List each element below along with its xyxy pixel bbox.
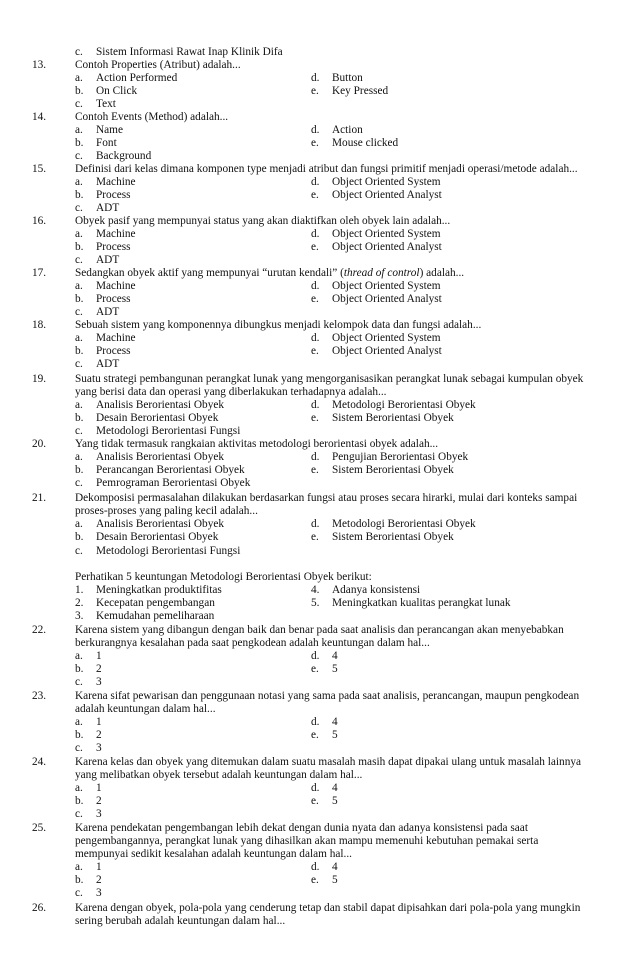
option-c: c. 3	[75, 742, 102, 754]
option-b: b. Process	[75, 189, 131, 201]
option-b: b. 2	[75, 663, 102, 675]
option-a: a. Action Performed	[75, 72, 178, 84]
benefit-item-3: 3. Kemudahan pemeliharaan	[75, 610, 215, 622]
option-a: a. Analisis Berorientasi Obyek	[75, 399, 225, 411]
question-text-line-2: yang berisi data dan operasi yang diberlakukan terhadapnya adalah...	[75, 386, 387, 398]
option-c: c. Text	[75, 98, 116, 110]
option-d: d. Object Oriented System	[311, 280, 441, 292]
option-d: d. 4	[311, 650, 338, 662]
option-a: a. 1	[75, 861, 102, 873]
option-d: d. 4	[311, 782, 338, 794]
question-text-line-2: sering berubah adalah keuntungan dalam hal...	[75, 915, 286, 927]
option-c: c. 3	[75, 676, 102, 688]
question-text-line-3: mempunyai sedikit kesalahan adalah keuntungan dalam hal...	[75, 848, 352, 860]
option-c: c. Metodologi Berorientasi Fungsi	[75, 425, 241, 437]
question-text: Contoh Properties (Atribut) adalah...	[75, 59, 241, 71]
option-e: e. Object Oriented Analyst	[311, 345, 442, 357]
option-a: a. Analisis Berorientasi Obyek	[75, 518, 225, 530]
option-c: c. ADT	[75, 202, 120, 214]
option-c: c. ADT	[75, 254, 120, 266]
option-b: b. 2	[75, 729, 102, 741]
benefit-item-4: 4. Adanya konsistensi	[311, 584, 421, 596]
option-b: b. Desain Berorientasi Obyek	[75, 412, 219, 424]
option-c: c. Background	[75, 150, 152, 162]
option-c: c. 3	[75, 887, 102, 899]
option-c: c. ADT	[75, 306, 120, 318]
option-d: d. Object Oriented System	[311, 332, 441, 344]
option-e: e. Object Oriented Analyst	[311, 189, 442, 201]
question-number: 26.	[32, 902, 47, 914]
question-text: Obyek pasif yang mempunyai status yang akan diaktifkan oleh obyek lain adalah...	[75, 215, 451, 227]
option-b: b. Process	[75, 241, 131, 253]
option-b: b. Process	[75, 293, 131, 305]
option-e: e. Key Pressed	[311, 85, 389, 97]
question-text-line-1: Suatu strategi pembangunan perangkat lunak yang mengorganisasikan perangkat lunak sebagai kumpulan obyek	[75, 373, 584, 385]
question-number: 18.	[32, 319, 47, 331]
option-e: e. Mouse clicked	[311, 137, 399, 149]
question-number: 15.	[32, 163, 47, 175]
benefit-item-2: 2. Kecepatan pengembangan	[75, 597, 215, 609]
benefit-item-1: 1. Meningkatkan produktifitas	[75, 584, 222, 596]
question-text: Sebuah sistem yang komponennya dibungkus menjadi kelompok data dan fungsi adalah...	[75, 319, 482, 331]
option-a: a. Analisis Berorientasi Obyek	[75, 451, 225, 463]
option-e: e. 5	[311, 729, 338, 741]
question-text-line-1: Dekomposisi permasalahan dilakukan berdasarkan fungsi atau proses secara hirarki, mulai dari konteks sampai	[75, 492, 578, 504]
question-text-line-2: proses-proses yang paling kecil adalah...	[75, 505, 258, 517]
option-a: a. Name	[75, 124, 123, 136]
option-e: e. Sistem Berorientasi Obyek	[311, 464, 454, 476]
option-c: c. ADT	[75, 358, 120, 370]
question-number: 13.	[32, 59, 47, 71]
question-number: 16.	[32, 215, 47, 227]
option-d: d. Action	[311, 124, 363, 136]
option-c: c. Metodologi Berorientasi Fungsi	[75, 545, 241, 557]
option-a: a. 1	[75, 782, 102, 794]
option-d: d. Object Oriented System	[311, 228, 441, 240]
option-e: e. Sistem Berorientasi Obyek	[311, 531, 454, 543]
question-text: Definisi dari kelas dimana komponen type menjadi atribut dan fungsi primitif menjadi operasi/metode adalah...	[75, 163, 578, 175]
option-b: b. Desain Berorientasi Obyek	[75, 531, 219, 543]
option-a: a. Machine	[75, 176, 136, 188]
question-text-line-2: yang melibatkan obyek tersebut adalah keuntungan dalam hal...	[75, 769, 363, 781]
question-number: 24.	[32, 756, 47, 768]
option-e: e. Object Oriented Analyst	[311, 241, 442, 253]
intro-text: Perhatikan 5 keuntungan Metodologi Berorientasi Obyek berikut:	[75, 571, 372, 583]
option-b: b. 2	[75, 795, 102, 807]
question-number: 20.	[32, 438, 47, 450]
option-b: b. Perancangan Berorientasi Obyek	[75, 464, 245, 476]
question-number: 22.	[32, 624, 47, 636]
option-c: c. Pemrograman Berorientasi Obyek	[75, 477, 251, 489]
option-b: b. 2	[75, 874, 102, 886]
option-a: a. 1	[75, 716, 102, 728]
question-text-line-1: Karena kelas dan obyek yang ditemukan dalam suatu masalah masih dapat dipakai ulang untuk masalah lainnya	[75, 756, 582, 768]
option-d: d. 4	[311, 716, 338, 728]
option-a: a. Machine	[75, 332, 136, 344]
question-text-line-1: Karena dengan obyek, pola-pola yang cenderung tetap dan stabil dapat dipisahkan dari pola-pola yang mungkin	[75, 902, 581, 914]
option-e: e. 5	[311, 795, 338, 807]
option-a: a. Machine	[75, 280, 136, 292]
question-text-line-2: berkurangnya kesalahan pada saat pengkodean adalah keuntungan dalam hal...	[75, 637, 430, 649]
question-text-line-2: pengembangannya, perangkat lunak yang dihasilkan akan mampu memenuhi kebutuhan pemakai serta	[75, 835, 539, 847]
question-number: 14.	[32, 111, 47, 123]
question-text: Yang tidak termasuk rangkaian aktivitas metodologi berorientasi obyek adalah...	[75, 438, 439, 450]
option-e: e. 5	[311, 874, 338, 886]
benefit-item-5: 5. Meningkatkan kualitas perangkat lunak	[311, 597, 511, 609]
option-d: d. Metodologi Berorientasi Obyek	[311, 399, 476, 411]
question-text-line-2: adalah keuntungan dalam hal...	[75, 703, 216, 715]
option-d: d. Metodologi Berorientasi Obyek	[311, 518, 476, 530]
option-e: e. 5	[311, 663, 338, 675]
option-d: d. 4	[311, 861, 338, 873]
question-number: 25.	[32, 822, 47, 834]
question-number: 23.	[32, 690, 47, 702]
option-d: d. Object Oriented System	[311, 176, 441, 188]
question-text-line-1: Karena pendekatan pengembangan lebih dekat dengan dunia nyata dan adanya konsistensi pada saat	[75, 822, 528, 834]
option-b: b. Font	[75, 137, 117, 149]
question-text-line-1: Karena sifat pewarisan dan penggunaan notasi yang sama pada saat analisis, perancangan, maupun pengkodean	[75, 690, 580, 702]
option-c: c. 3	[75, 808, 102, 820]
option-a: a. 1	[75, 650, 102, 662]
question-number: 21.	[32, 492, 47, 504]
question-number: 17.	[32, 267, 47, 279]
option-e: e. Object Oriented Analyst	[311, 293, 442, 305]
question-number: 19.	[32, 373, 47, 385]
option-c: c. Sistem Informasi Rawat Inap Klinik Difa	[75, 46, 283, 58]
option-b: b. On Click	[75, 85, 138, 97]
option-b: b. Process	[75, 345, 131, 357]
option-a: a. Machine	[75, 228, 136, 240]
question-text: Sedangkan obyek aktif yang mempunyai “urutan kendali” (thread of control) adalah...	[75, 267, 465, 279]
option-d: d. Button	[311, 72, 363, 84]
option-e: e. Sistem Berorientasi Obyek	[311, 412, 454, 424]
question-text-line-1: Karena sistem yang dibangun dengan baik dan benar pada saat analisis dan perancangan akan menyebabkan	[75, 624, 564, 636]
option-d: d. Pengujian Berorientasi Obyek	[311, 451, 469, 463]
question-text: Contoh Events (Method) adalah...	[75, 111, 229, 123]
